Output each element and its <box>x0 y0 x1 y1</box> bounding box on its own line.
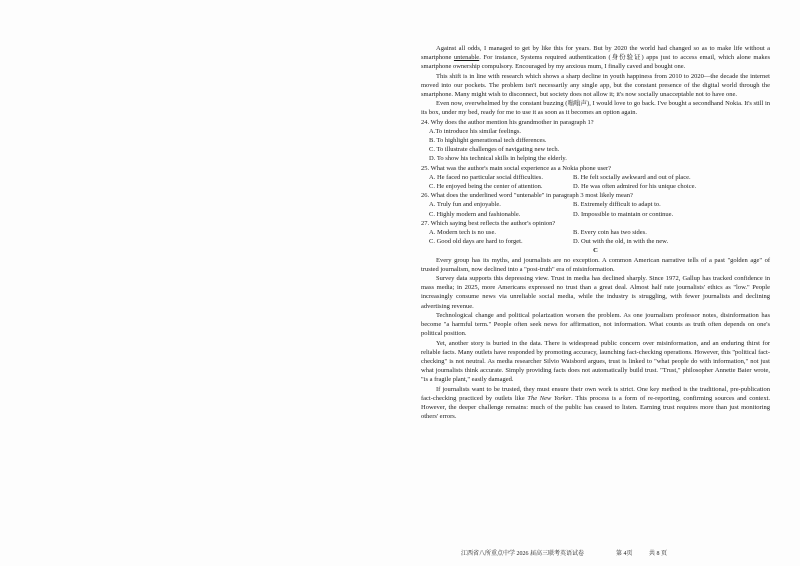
passage-b-paragraph-1 <box>421 44 770 72</box>
option-d: D. Out with the old, in with the new. <box>573 238 669 246</box>
question-27 <box>421 219 770 247</box>
text-run: Against all odds, I managed to get by like this for years. But by 2020 the world had changed so as to make life without a smartphone <box>421 45 770 62</box>
option-c: C. He enjoyed being the center of attention. <box>429 183 543 191</box>
option-a: A.To introduce his similar feelings. <box>429 127 521 135</box>
question-stem: 25. What was the author's main social experience as a Nokia phone user? <box>421 164 612 172</box>
option-a: A. Modern tech is no use. <box>429 229 496 237</box>
passage-b-paragraph-3: Even now, overwhelmed by the constant buzzing (嗡嗡声), I would love to go back. I've bought a secondhand Nokia. It's still in its box, under my bed, ready for me to use it as soon as it becomes an option again. <box>421 100 770 117</box>
text-run: If journalists want to be trusted, they must ensure their own work is strict. One key method is the traditional, pre-publication fact-checking practiced by outlets like <box>421 385 770 402</box>
footer-page-number: 第 4页 <box>616 551 633 557</box>
underlined-word: untenable <box>453 54 480 62</box>
question-stem: 24. Why does the author mention his grandmother in paragraph 1? <box>421 118 594 126</box>
option-d: D. Impossible to maintain or continue. <box>573 210 674 218</box>
passage-c-paragraph-1: Every group has its myths, and journalists are no exception. A common American narrative tells of a past "golden age" of trusted journalism, now declined into a "post-truth" era of misinformation. <box>421 256 770 273</box>
passage-c-paragraph-3: Technological change and political polarization worsen the problem. As one journalism professor notes, disinformation has become "a harmful term." People often seek news for affirmation, not information. What counts as truth often depends on one's political position. <box>421 311 770 338</box>
option-c: C. Good old days are hard to forget. <box>429 238 523 246</box>
passage-c-paragraph-4: Yet, another story is buried in the data. There is widespread public concern over misinformation, and an enduring thirst for reliable facts. Many outlets have responded by promoting accuracy, launching fact-checking operations. However, this "political fact-checking" is not neutral. As media researcher Silvio Waisbord argues, trust is linked to "what people do with information," not just what journalists think accurate. Simply providing facts does not automatically build trust. "Trust," philosopher Annette Baier wrote, "is a fragile plant," easily damaged. <box>421 339 770 384</box>
passage-b-paragraph-2: This shift is in line with research which shows a sharp decline in youth happiness from 2010 to 2020—the decade the internet moved into our pockets. The problem isn't necessarily any single app, but the constant presence of the digital world through the smartphone. Many might wish to disconnect, but society does not allow it; it's now socially unacceptable not to have one. <box>421 72 770 99</box>
question-26 <box>421 191 770 219</box>
footer-total-pages: 共 8 页 <box>649 551 668 557</box>
option-b: B. Every coin has two sides. <box>573 229 647 237</box>
section-c-heading: C <box>593 247 598 255</box>
option-a: A. He faced no particular social difficulties. <box>429 173 543 181</box>
text-run: . This process is a form of re-reporting, confirming sources and context. However, the deeper challenge remains: much of the public has ceased to listen. Earning trust requires more than just monitoring others' errors. <box>421 394 770 421</box>
passage-c-paragraph-2: Survey data supports this depressing view. Trust in media has declined sharply. Since 1972, Gallup has tracked confidence in mass media; in 2025, more Americans expressed no trust than a great deal. Almost half rate journalists' ethics as "low." People increasingly consume news via unreliable social media, while the industry is struggling, with fewer journalists and declining advertising revenue. <box>421 275 770 310</box>
option-a: A. Truly fun and enjoyable. <box>429 201 501 209</box>
question-24 <box>421 118 770 164</box>
option-b: B. Extremely difficult to adapt to. <box>573 201 661 209</box>
option-d: D. He was often admired for his unique choice. <box>573 183 697 191</box>
option-c: C. Highly modern and fashionable. <box>429 210 521 218</box>
question-25 <box>421 164 770 192</box>
text-run: . For instance, Systems required authentication (身份验证) apps just to access email, which alone makes smartphone ownership compulsory. Encouraged by my anxious mum, I finally caved and bought one. <box>421 54 770 71</box>
option-b: B. To highlight generational tech differences. <box>429 137 547 145</box>
footer-school: 江西省八所重点中学 2026 届高三联考英语试卷 <box>461 551 585 557</box>
passage-c-paragraph-5 <box>421 385 770 422</box>
option-d: D. To show his technical skills in helping the elderly. <box>429 155 567 163</box>
option-b: B. He felt socially awkward and out of place. <box>573 173 691 181</box>
page-content <box>421 44 770 421</box>
question-stem: 27. Which saying best reflects the author's opinion? <box>421 219 556 227</box>
question-stem: 26. What does the underlined word "untenable" in paragraph 3 most likely mean? <box>421 192 633 200</box>
option-c: C. To illustrate challenges of navigating new tech. <box>429 146 560 154</box>
italic-publication-name: The New Yorker <box>527 394 572 402</box>
